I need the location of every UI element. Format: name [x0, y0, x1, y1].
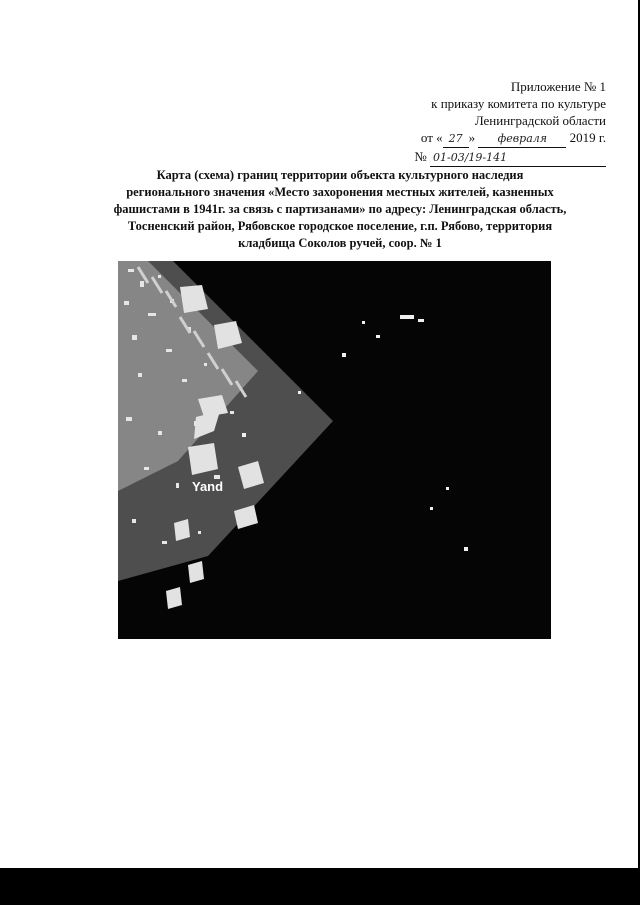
appendix-title: Приложение № 1 [510, 79, 606, 94]
number-value: 01-03/19-141 [430, 149, 606, 167]
date-month: февраля [478, 130, 566, 148]
appendix-region: Ленинградской области [474, 113, 606, 128]
title-line-4: Тосненский район, Рябовское городское поселение, г.п. Рябово, территория [127, 219, 553, 233]
map-image [118, 261, 551, 639]
appendix-number [346, 148, 606, 167]
scan-bottom-bar [0, 868, 640, 905]
appendix-order: к приказу комитета по культуре [431, 96, 606, 111]
date-prefix: от « [420, 130, 443, 145]
title-line-2: регионального значения «Место захоронения местных жителей, казненных [126, 185, 554, 199]
date-mid: » [468, 130, 476, 145]
date-day: 27 [443, 130, 469, 148]
map-scan [118, 261, 551, 639]
title-line-1: Карта (схема) границ территории объекта культурного наследия [156, 168, 524, 182]
document-title [60, 167, 620, 252]
title-line-5: кладбища Соколов ручей, соор. № 1 [238, 236, 442, 250]
appendix-header [346, 78, 606, 167]
appendix-date [346, 129, 606, 148]
number-prefix: № [414, 149, 427, 164]
map-watermark-label: Yand [192, 479, 224, 494]
title-line-3: фашистами в 1941г. за связь с партизанами» по адресу: Ленинградская область, [113, 202, 567, 216]
date-year: 2019 г. [569, 130, 606, 145]
